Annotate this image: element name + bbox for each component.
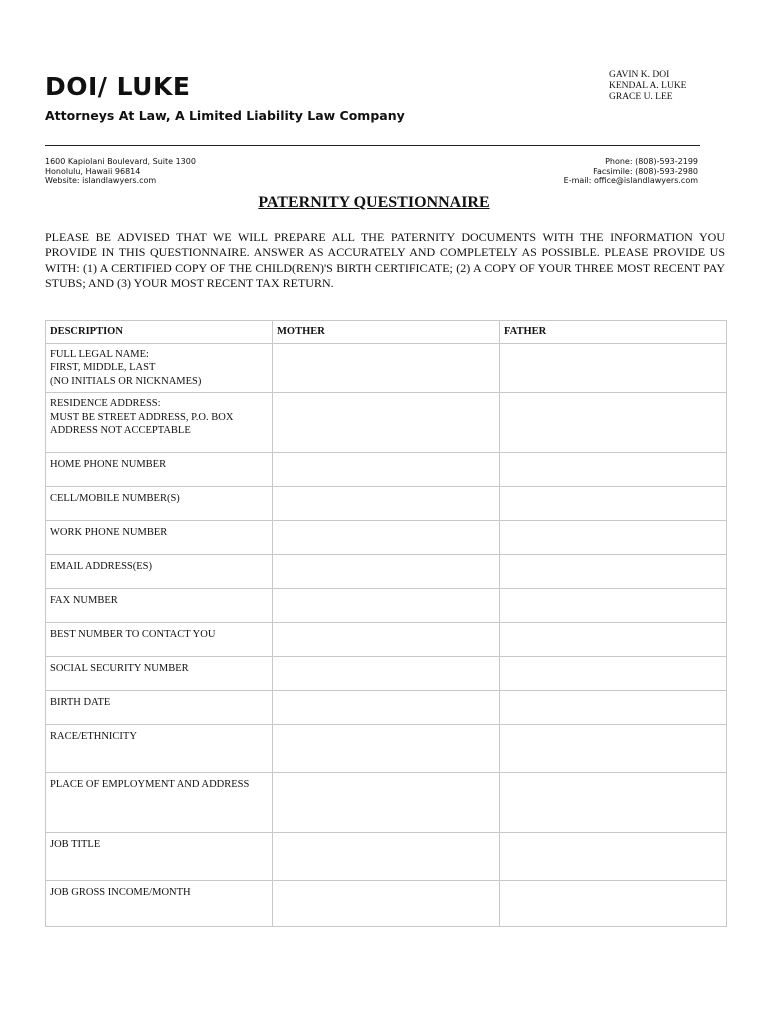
row-label: JOB GROSS INCOME/MONTH [46,881,273,927]
mother-field[interactable] [273,691,500,725]
firm-name: DOI/ LUKE [45,72,191,101]
mother-field[interactable] [273,453,500,487]
row-label: FULL LEGAL NAME: FIRST, MIDDLE, LAST (NO INITIALS OR NICKNAMES) [46,343,273,393]
father-field[interactable] [500,833,727,881]
table-row [46,521,727,555]
mother-field[interactable] [273,555,500,589]
father-field[interactable] [500,555,727,589]
table-row [46,623,727,657]
fax-line: Facsimile: (808)-593-2980 [593,166,698,176]
questionnaire-table [45,320,727,927]
table-row [46,589,727,623]
row-label: WORK PHONE NUMBER [46,521,273,555]
father-field[interactable] [500,657,727,691]
firm-address [45,157,196,186]
father-field[interactable] [500,343,727,393]
address-line: 1600 Kapiolani Boulevard, Suite 1300 [45,157,196,166]
attorney-name: GAVIN K. DOI [609,70,670,80]
mother-field[interactable] [273,833,500,881]
row-label: RACE/ETHNICITY [46,725,273,773]
mother-field[interactable] [273,623,500,657]
mother-field[interactable] [273,881,500,927]
table-row [46,487,727,521]
row-label: FAX NUMBER [46,589,273,623]
row-label: RESIDENCE ADDRESS: MUST BE STREET ADDRESS, P.O. BOX ADDRESS NOT ACCEPTABLE [46,393,273,453]
row-label: BIRTH DATE [46,691,273,725]
table-row [46,393,727,453]
father-field[interactable] [500,881,727,927]
row-label: HOME PHONE NUMBER [46,453,273,487]
row-label: SOCIAL SECURITY NUMBER [46,657,273,691]
mother-field[interactable] [273,487,500,521]
mother-field[interactable] [273,343,500,393]
attorney-name: KENDAL A. LUKE [609,81,687,91]
intro-paragraph: PLEASE BE ADVISED THAT WE WILL PREPARE ALL THE PATERNITY DOCUMENTS WITH THE INFORMATION YOU PROVIDE IN THIS QUESTIONNAIRE. ANSWER AS ACCURATELY AND COMPLETELY AS POSSIBLE. PLEASE PROVIDE US WITH: (1) A CERTIFIED COPY OF THE CHILD(REN)'S BIRTH CERTIFICATE; (2) A COPY OF YOUR THREE MOST RECENT PAY STUBS; AND (3) YOUR MOST RECENT TAX RETURN. [45,230,725,290]
mother-field[interactable] [273,393,500,453]
father-field[interactable] [500,393,727,453]
document-title: PATERNITY QUESTIONNAIRE [258,194,490,211]
column-header-description: DESCRIPTION [46,321,273,344]
attorney-list [609,70,686,103]
row-label: BEST NUMBER TO CONTACT YOU [46,623,273,657]
table-row [46,453,727,487]
table-row [46,725,727,773]
father-field[interactable] [500,691,727,725]
father-field[interactable] [500,725,727,773]
father-field[interactable] [500,521,727,555]
email-line: E-mail: office@islandlawyers.com [563,176,698,185]
header-divider [45,145,700,146]
mother-field[interactable] [273,521,500,555]
firm-subtitle: Attorneys At Law, A Limited Liability Law Company [45,108,405,123]
father-field[interactable] [500,773,727,833]
table-row [46,555,727,589]
attorney-name: GRACE U. LEE [609,92,673,102]
table-row [46,881,727,927]
column-header-father: FATHER [500,321,727,344]
column-header-mother: MOTHER [273,321,500,344]
father-field[interactable] [500,453,727,487]
row-label: EMAIL ADDRESS(ES) [46,555,273,589]
phone-line: Phone: (808)-593-2199 [605,157,698,166]
mother-field[interactable] [273,657,500,691]
firm-contact [564,157,698,186]
table-row [46,773,727,833]
row-label: JOB TITLE [46,833,273,881]
row-label: CELL/MOBILE NUMBER(S) [46,487,273,521]
mother-field[interactable] [273,589,500,623]
table-row [46,833,727,881]
table-row [46,343,727,393]
website-line: Website: islandlawyers.com [45,176,157,185]
table-header-row [46,321,727,344]
table-row [46,691,727,725]
father-field[interactable] [500,623,727,657]
address-line: Honolulu, Hawaii 96814 [45,166,141,176]
father-field[interactable] [500,589,727,623]
mother-field[interactable] [273,725,500,773]
table-row [46,657,727,691]
mother-field[interactable] [273,773,500,833]
father-field[interactable] [500,487,727,521]
row-label: PLACE OF EMPLOYMENT AND ADDRESS [46,773,273,833]
